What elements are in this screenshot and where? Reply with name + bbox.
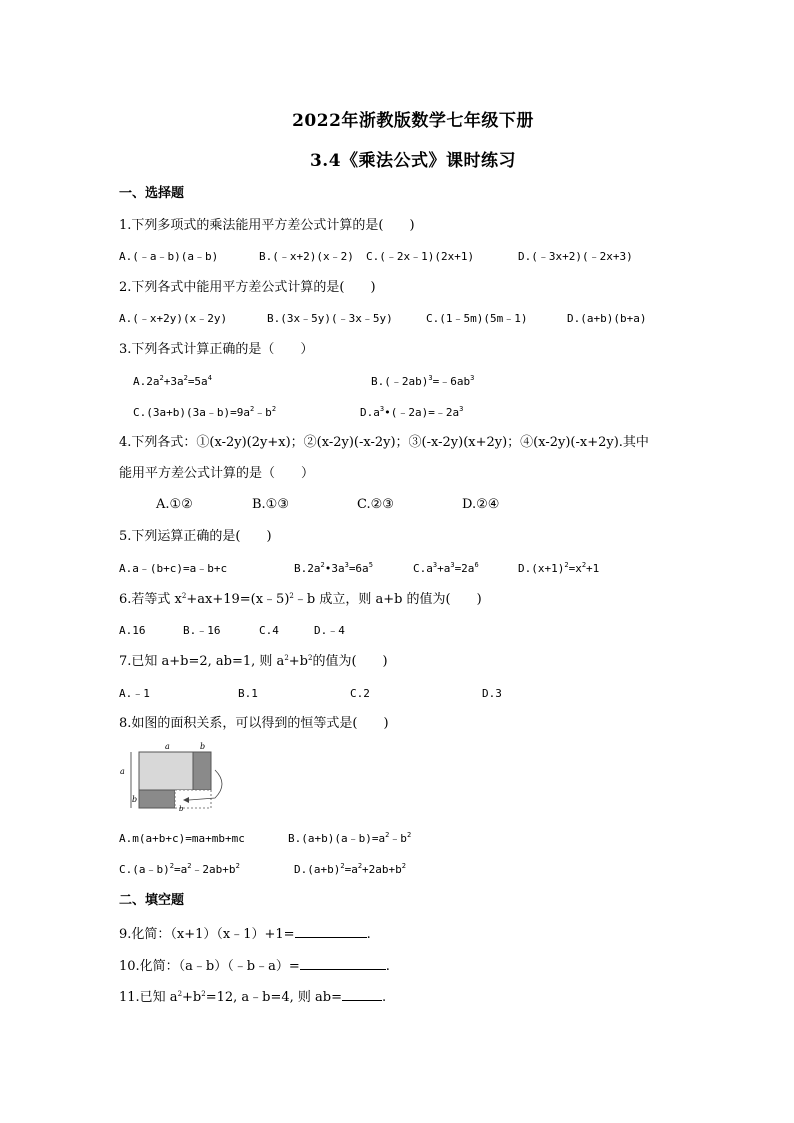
question-1-option-a: A.(﹣a﹣b)(a﹣b)	[119, 250, 219, 263]
question-3-option-b: $B.(﹣2ab)^3=﹣6ab^3$	[371, 374, 475, 388]
question-7-option-d: D.3	[482, 687, 502, 700]
question-4-option-b: B.①③	[252, 497, 289, 512]
page-subtitle: 3.4《乘法公式》课时练习	[309, 151, 517, 171]
moved-strip-region	[139, 790, 175, 808]
question-4-option-d: D.②④	[462, 497, 500, 512]
question-3-option-d: $D.a^3•(﹣2a)=﹣2a^3$	[360, 405, 464, 419]
label-b-left: b	[132, 795, 138, 804]
label-b-top: b	[200, 742, 206, 751]
question-1-option-b: B.(﹣x+2)(x﹣2)	[259, 250, 354, 263]
label-b-bottom: b	[179, 805, 184, 812]
right-strip-region	[193, 752, 211, 790]
question-3-option-c: $C.(3a+b)(3a﹣b)=9a^2﹣b^2$	[133, 405, 277, 419]
question-11: 11.已知 $a^2+b^2=12$, a﹣b=4, 则 ab= .	[119, 990, 387, 1005]
label-a-top: a	[165, 742, 170, 751]
question-8-option-c: $C.(a﹣b)^2=a^2﹣2ab+b^2$	[119, 862, 240, 876]
question-6-option-d: D.﹣4	[314, 624, 345, 637]
answer-blank-10[interactable]	[300, 957, 386, 970]
question-7-option-a: A.﹣1	[119, 687, 150, 700]
section-heading-fill: 二、填空题	[119, 893, 185, 908]
question-5-option-a: A.a﹣(b+c)=a﹣b+c	[119, 562, 228, 575]
question-2-option-d: D.(a+b)(b+a)	[567, 312, 647, 325]
question-7-option-c: C.2	[350, 687, 370, 700]
question-3-option-a: $A.2a^2+3a^2=5a^4$	[133, 374, 212, 388]
question-4-stem-line1: 4.下列各式：①(x-2y)(2y+x)；②(x-2y)(-x-2y)；③(-x-2y)(x+2y)；④(x-2y)(-x+2y).其中	[119, 435, 649, 450]
question-2-option-b: B.(3x﹣5y)(﹣3x﹣5y)	[267, 312, 393, 325]
question-2-option-c: C.(1﹣5m)(5m﹣1)	[426, 312, 528, 325]
question-5-option-b: $B.2a^2•3a^3=6a^5$	[294, 561, 373, 575]
question-8-option-a: A.m(a+b+c)=ma+mb+mc	[119, 832, 245, 845]
answer-blank-9[interactable]	[295, 925, 367, 938]
question-6-option-c: C.4	[259, 624, 279, 637]
question-5-stem: 5.下列运算正确的是( )	[119, 529, 272, 544]
answer-blank-11[interactable]	[342, 988, 382, 1001]
question-5-option-d: $D.(x+1)^2=x^2+1$	[518, 561, 600, 575]
question-2-stem: 2.下列各式中能用平方差公式计算的是( )	[119, 280, 376, 295]
question-6-stem: 6.若等式 $x^2+ax+19=(x﹣5)^2﹣b$ 成立，则 a+b 的值为( )	[119, 592, 482, 607]
area-diagram	[115, 740, 235, 812]
question-1-option-d: D.(﹣3x+2)(﹣2x+3)	[518, 250, 633, 263]
question-6-option-b: B.﹣16	[183, 624, 221, 637]
page-title: 2022年浙教版数学七年级下册	[292, 111, 534, 131]
question-8-stem: 8.如图的面积关系，可以得到的恒等式是( )	[119, 716, 389, 731]
question-8-option-b: $B.(a+b)(a﹣b)=a^2﹣b^2$	[288, 831, 412, 845]
question-2-option-a: A.(﹣x+2y)(x﹣2y)	[119, 312, 228, 325]
question-7-stem: 7.已知 a+b=2, ab=1, 则 $a^2+b^2$的值为( )	[119, 654, 388, 669]
question-4-option-a: A.①②	[156, 497, 193, 512]
question-1-stem: 1.下列多项式的乘法能用平方差公式计算的是( )	[119, 218, 415, 233]
question-5-option-c: $C.a^3+a^3=2a^6$	[413, 561, 479, 575]
large-square-region	[139, 752, 193, 790]
question-4-stem-line2: 能用平方差公式计算的是（ ）	[119, 466, 315, 481]
section-heading-choice: 一、选择题	[119, 186, 185, 201]
question-1-option-c: C.(﹣2x﹣1)(2x+1)	[366, 250, 475, 263]
question-8-option-d: $D.(a+b)^2=a^2+2ab+b^2$	[294, 862, 407, 876]
question-10: 10.化简：（a﹣b）（﹣b﹣a）= .	[119, 959, 390, 974]
question-9: 9.化简：（x+1）（x﹣1）+1= .	[119, 927, 371, 942]
label-a-left: a	[120, 767, 125, 776]
question-7-option-b: B.1	[238, 687, 258, 700]
question-4-option-c: C.②③	[357, 497, 394, 512]
question-6-option-a: A.16	[119, 624, 146, 637]
question-3-stem: 3.下列各式计算正确的是（ ）	[119, 342, 314, 357]
